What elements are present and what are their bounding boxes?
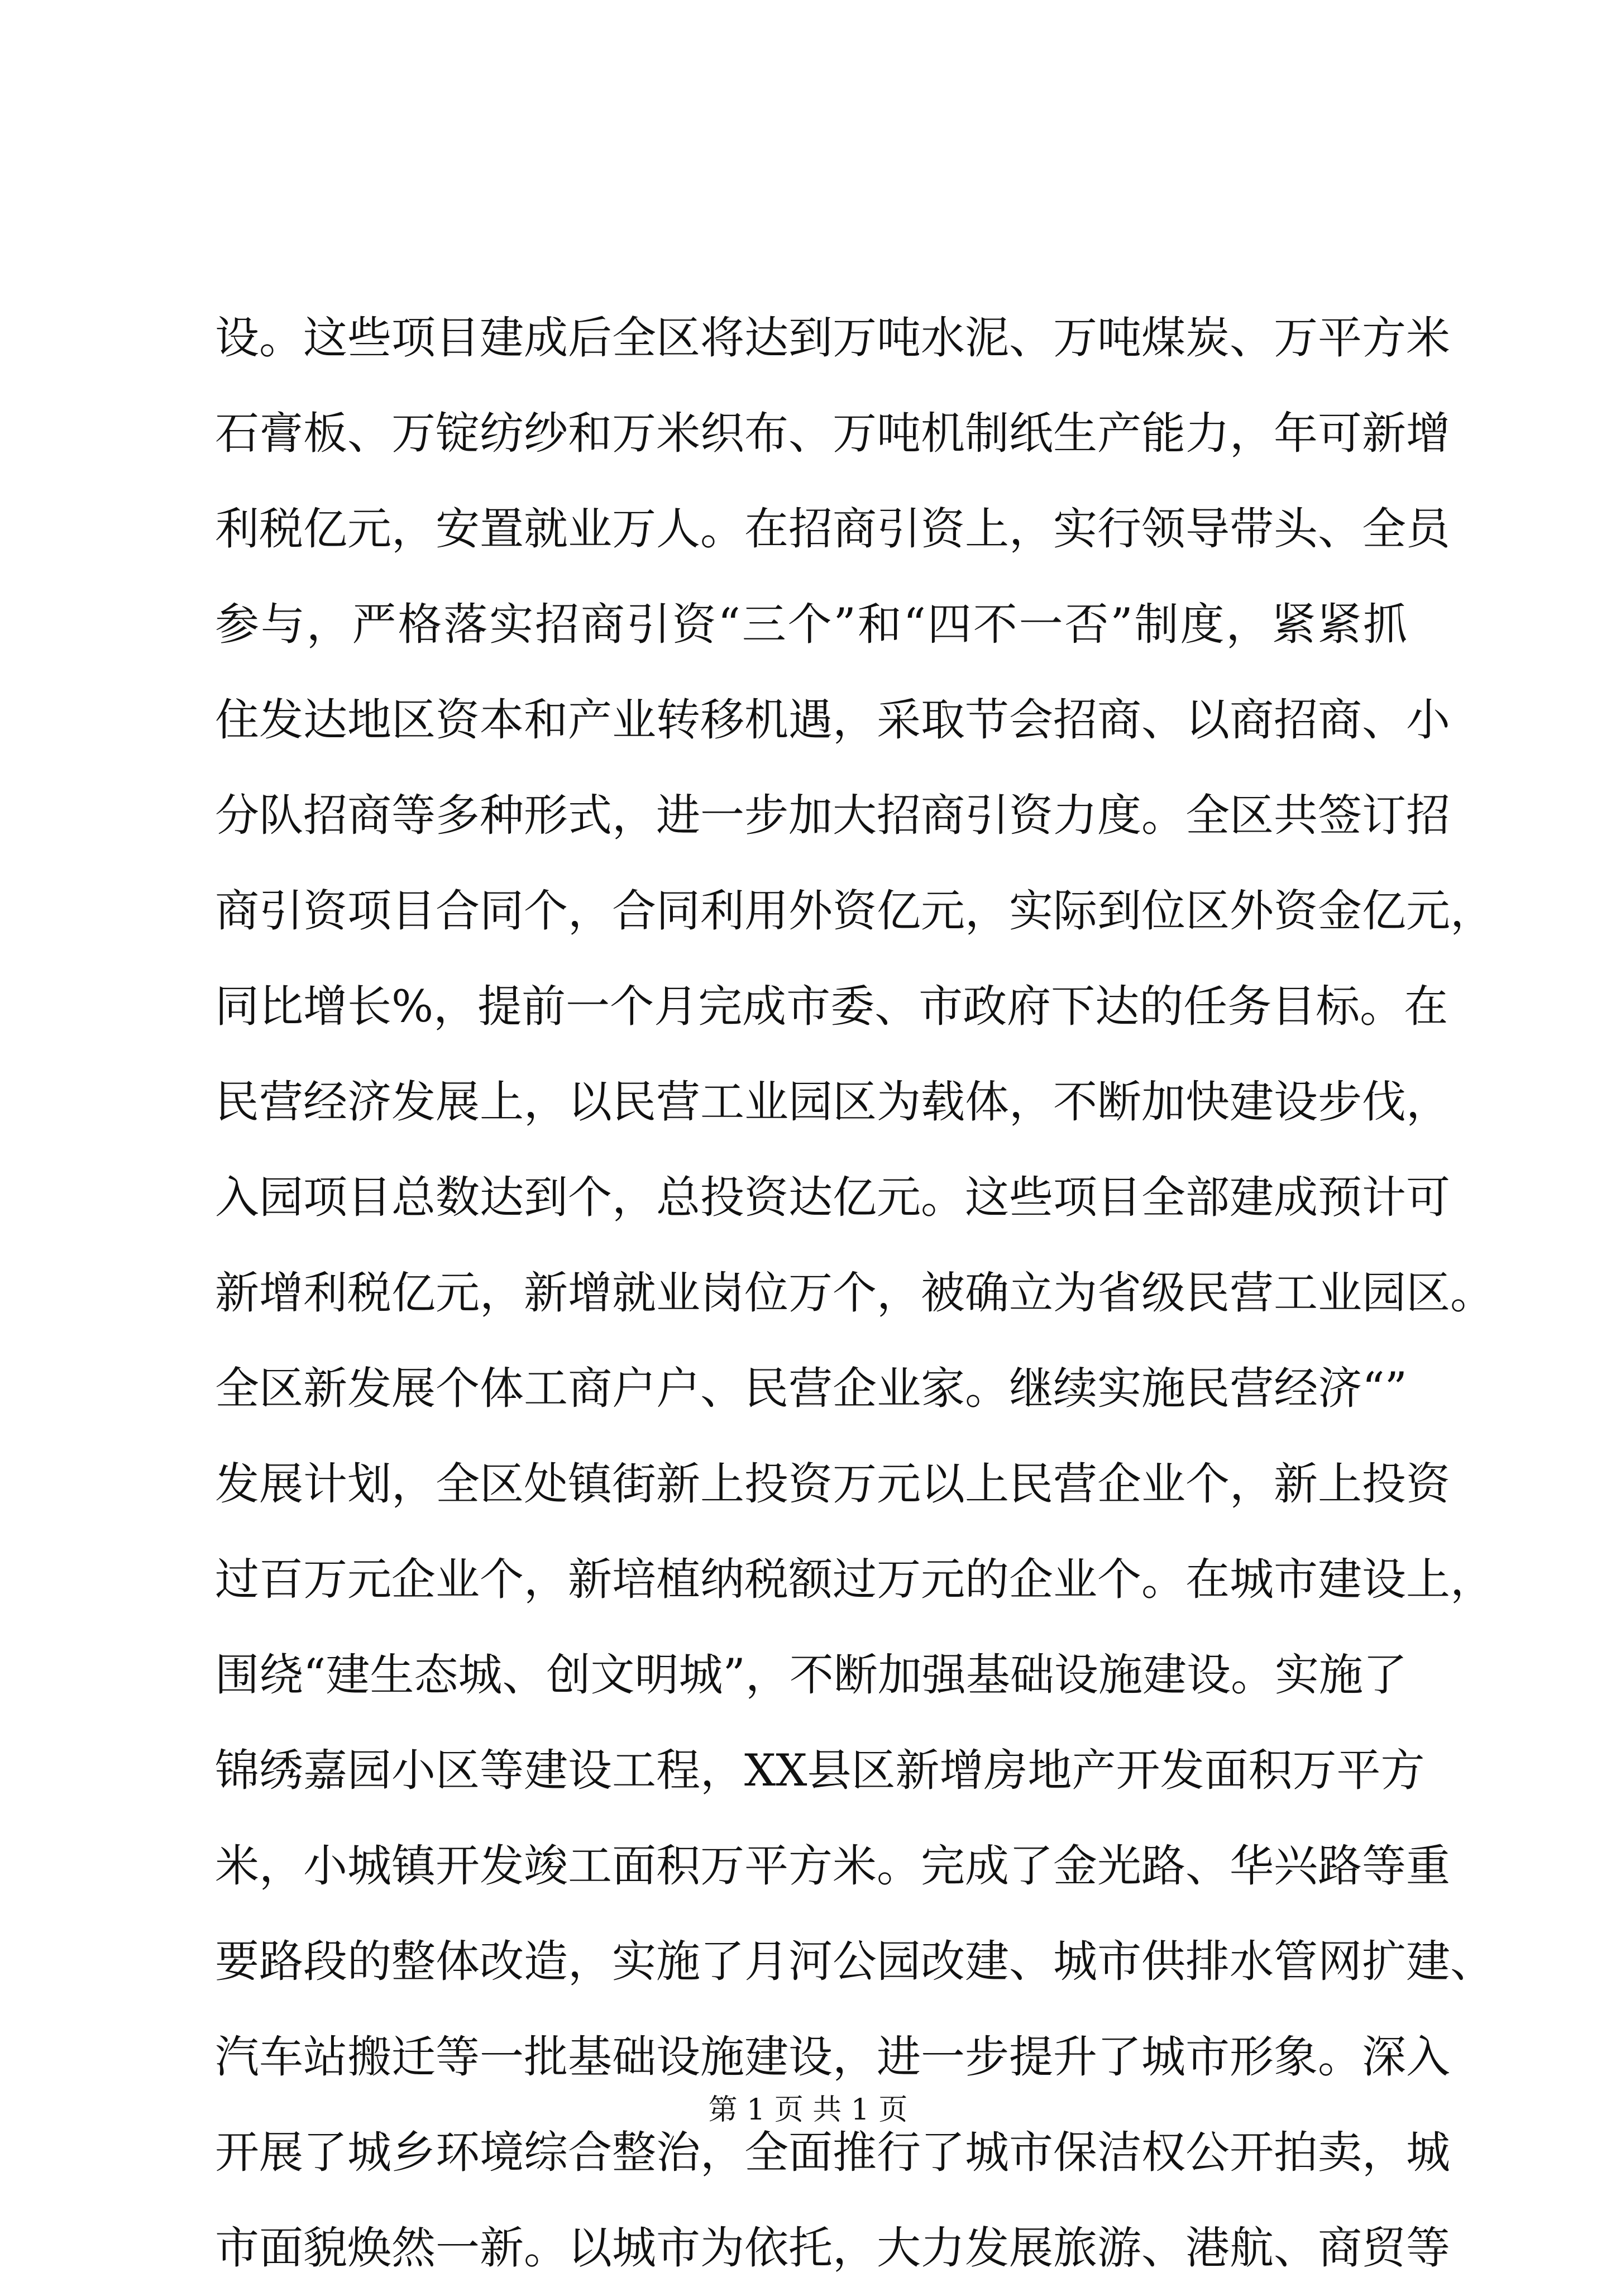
text-line: 设。这些项目建成后全区将达到万吨水泥、万吨煤炭、万平方米 [215,312,1450,364]
text-line: 开展了城乡环境综合整治，全面推行了城市保洁权公开拍卖，城 [215,2127,1450,2178]
text-line: 参与，严格落实招商引资“三个”和“四不一否”制度，紧紧抓 [215,599,1407,650]
text-line: 入园项目总数达到个，总投资达亿元。这些项目全部建成预计可 [215,1172,1450,1223]
text-line: 利税亿元，安置就业万人。在招商引资上，实行领导带头、全员 [215,503,1450,555]
text-line: 米，小城镇开发竣工面积万平方米。完成了金光路、华兴路等重 [215,1840,1450,1892]
text-line: 市面貌焕然一新。以城市为依托，大力发展旅游、港航、商贸等 [215,2222,1450,2274]
text-line: 全区新发展个体工商户户、民营企业家。继续实施民营经济“” [215,1363,1407,1414]
text-line: 民营经济发展上，以民营工业园区为载体，不断加快建设步伐， [215,1076,1450,1128]
text-line: 围绕“建生态城、创文明城”，不断加强基础设施建设。实施了 [215,1649,1407,1701]
text-line: 新增利税亿元，新增就业岗位万个，被确立为省级民营工业园区。 [215,1267,1494,1319]
text-line: 分队招商等多种形式，进一步加大招商引资力度。全区共签订招 [215,790,1450,841]
text-line: 过百万元企业个，新培植纳税额过万元的企业个。在城市建设上， [215,1554,1494,1605]
text-line: 商引资项目合同个，合同利用外资亿元，实际到位区外资金亿元， [215,885,1494,937]
text-line: 锦绣嘉园小区等建设工程，XX县区新增房地产开发面积万平方 [215,1745,1425,1796]
text-line: 发展计划，全区处镇街新上投资万元以上民营企业个，新上投资 [215,1458,1450,1510]
body-text [215,290,1494,2296]
text-line: 汽车站搬迁等一批基础设施建设，进一步提升了城市形象。深入 [215,2031,1450,2083]
page-footer [0,2088,1616,2132]
text-line: 住发达地区资本和产业转移机遇，采取节会招商、以商招商、小 [215,694,1450,746]
text-line: 同比增长%，提前一个月完成市委、市政府下达的任务目标。在 [215,981,1448,1032]
text-line: 石膏板、万锭纺纱和万米织布、万吨机制纸生产能力，年可新增 [215,408,1450,459]
text-line: 要路段的整体改造，实施了月河公园改建、城市供排水管网扩建、 [215,1936,1494,1987]
page-number-label: 第 1 页 共 1 页 [708,2093,908,2127]
